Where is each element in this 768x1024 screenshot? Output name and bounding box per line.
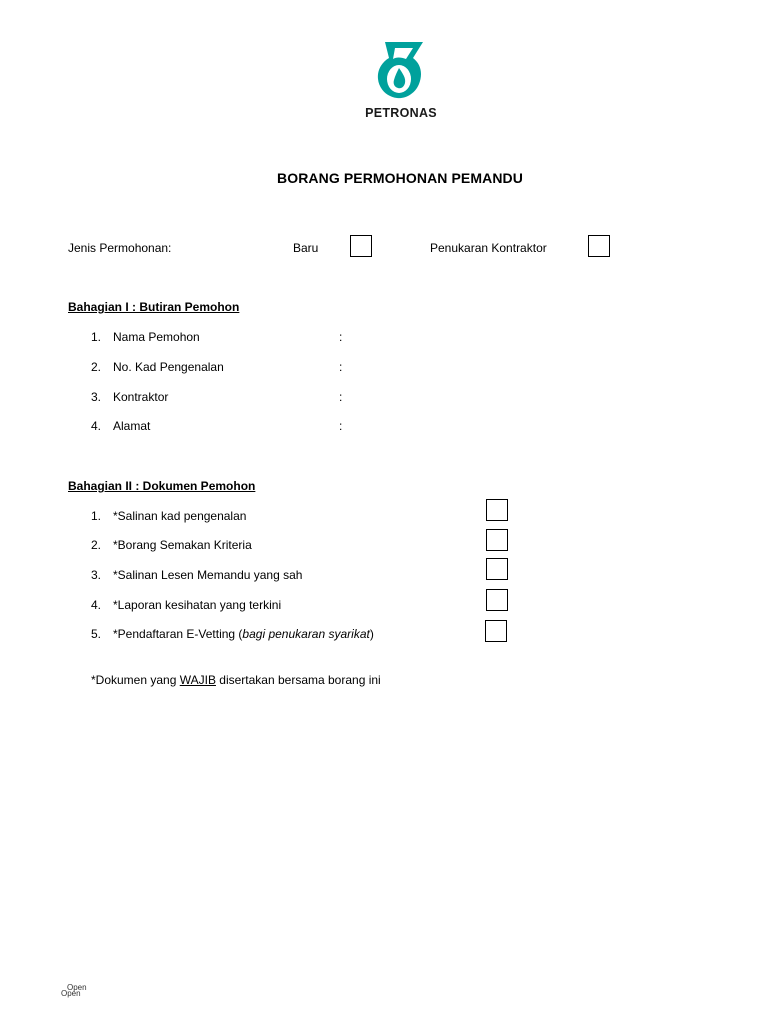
section2-item-2-checkbox[interactable] xyxy=(486,529,508,551)
section2-item-1-label: *Salinan kad pengenalan xyxy=(113,509,247,523)
section2-item-5-label-start: *Pendaftaran E-Vetting ( xyxy=(113,627,243,641)
section1-item-2-num: 2. xyxy=(90,360,101,374)
section2-item-2-label: *Borang Semakan Kriteria xyxy=(113,538,252,552)
option-penukaran-label: Penukaran Kontraktor xyxy=(430,241,547,255)
section2-item-4-checkbox[interactable] xyxy=(486,589,508,611)
section2-item-2-num: 2. xyxy=(90,538,101,552)
section2-item-3-checkbox[interactable] xyxy=(486,558,508,580)
section1-item-4-label: Alamat xyxy=(113,419,151,433)
application-type-label: Jenis Permohonan: xyxy=(68,241,172,255)
section2-item-5-label-end: ) xyxy=(369,627,374,641)
section2-item-4-label: *Laporan kesihatan yang terkini xyxy=(113,598,282,612)
section1-item-1-sep: : xyxy=(339,330,343,344)
section2-heading: Bahagian II : Dokumen Pemohon xyxy=(68,479,256,493)
section1-item-4-num: 4. xyxy=(90,419,101,433)
brand-logo xyxy=(0,40,768,103)
classification-tag-top: Open xyxy=(67,983,87,992)
section1-item-1-label: Nama Pemohon xyxy=(113,330,200,344)
section2-item-3-label: *Salinan Lesen Memandu yang sah xyxy=(113,568,303,582)
form-title: BORANG PERMOHONAN PEMANDU xyxy=(277,170,523,186)
section1-item-4-sep: : xyxy=(339,419,343,433)
section2-item-5-num: 5. xyxy=(90,627,101,641)
brand-name: PETRONAS xyxy=(365,106,437,120)
petronas-drop-icon xyxy=(375,40,427,100)
section2-item-1-checkbox[interactable] xyxy=(486,499,508,521)
section2-item-1-num: 1. xyxy=(90,509,101,523)
option-penukaran-checkbox[interactable] xyxy=(588,235,610,257)
section2-item-5-label-italic: bagi penukaran syarikat xyxy=(242,627,370,641)
classification-tag-bottom: Open xyxy=(61,989,81,998)
section2-item-4-num: 4. xyxy=(90,598,101,612)
option-baru-checkbox[interactable] xyxy=(350,235,372,257)
section1-item-3-sep: : xyxy=(339,390,343,404)
section1-item-2-label: No. Kad Pengenalan xyxy=(113,360,224,374)
mandatory-note-suffix: disertakan bersama borang ini xyxy=(215,673,381,687)
section1-item-3-num: 3. xyxy=(90,390,101,404)
mandatory-note xyxy=(91,673,381,687)
section1-item-2-sep: : xyxy=(339,360,343,374)
mandatory-note-prefix: *Dokumen yang xyxy=(91,673,180,687)
section2-item-5-checkbox[interactable] xyxy=(485,620,507,642)
section2-item-3-num: 3. xyxy=(90,568,101,582)
option-baru-label: Baru xyxy=(293,241,319,255)
section1-item-1-num: 1. xyxy=(90,330,101,344)
section1-item-3-label: Kontraktor xyxy=(113,390,169,404)
mandatory-note-emphasis: WAJIB xyxy=(179,673,216,687)
section1-heading: Bahagian I : Butiran Pemohon xyxy=(68,300,240,314)
section2-item-5-label xyxy=(113,627,374,641)
